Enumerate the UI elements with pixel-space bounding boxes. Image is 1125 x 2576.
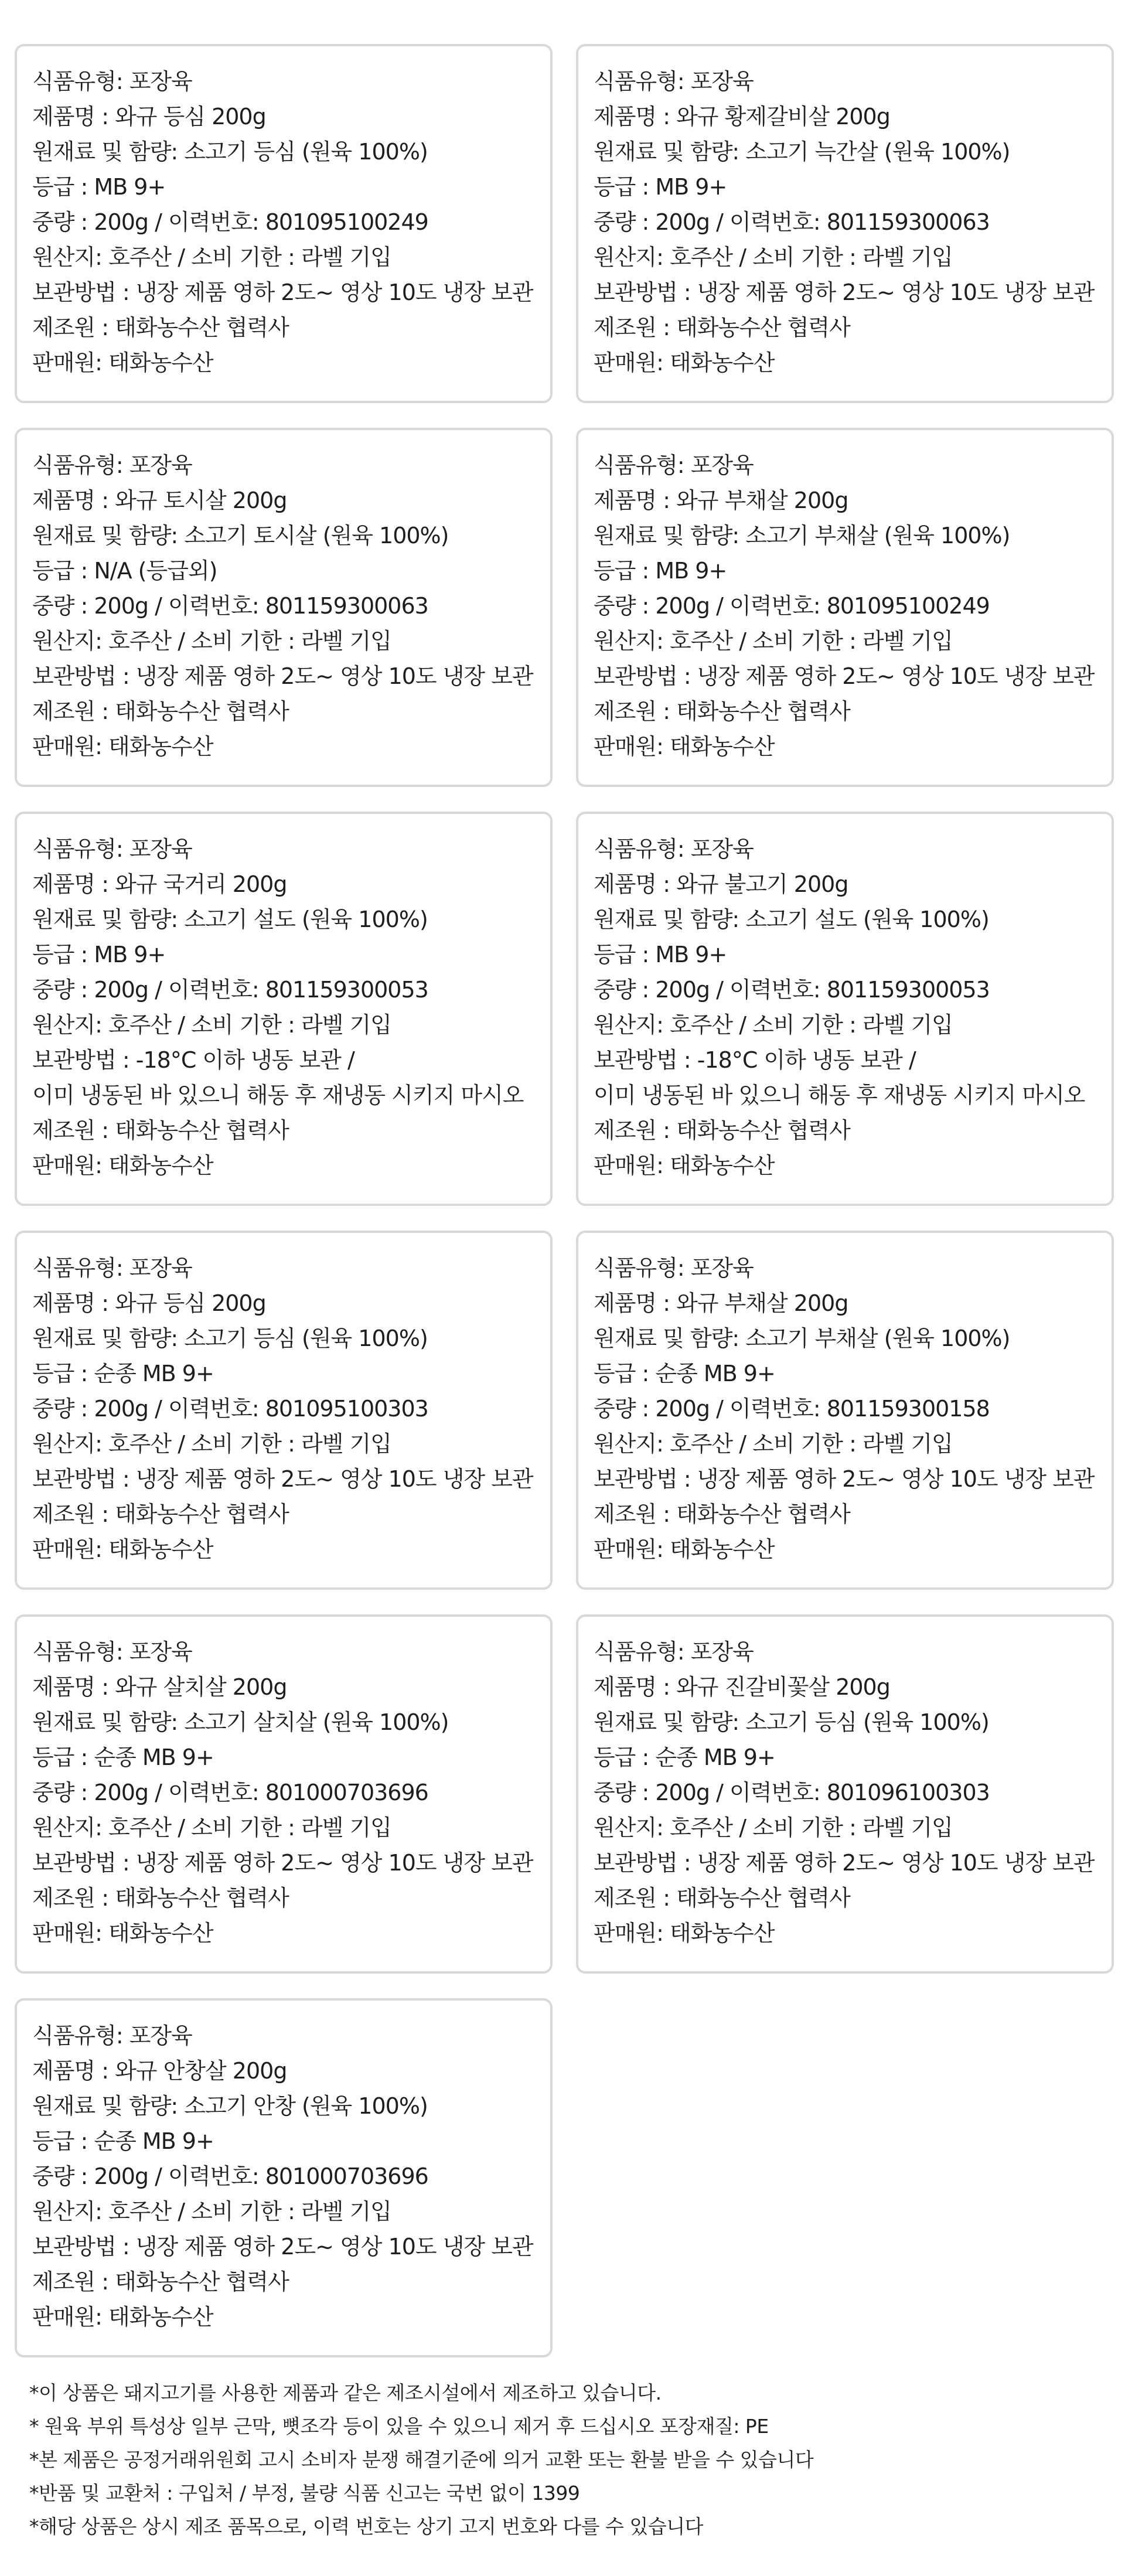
grade: 등급 : MB 9+ [594, 942, 727, 967]
storage-method: 보관방법 : 냉장 제품 영하 2도~ 영상 10도 냉장 보관 [32, 1850, 533, 1876]
weight-trace-number: 중량 : 200g / 이력번호: 801000703696 [32, 2163, 428, 2189]
food-type: 식품유형: 포장육 [32, 1255, 192, 1281]
food-type: 식품유형: 포장육 [594, 1639, 754, 1665]
storage-method: 보관방법 : 냉장 제품 영하 2도~ 영상 10도 냉장 보관 [32, 2234, 533, 2260]
manufacturer: 제조원 : 태화농수산 협력사 [32, 698, 289, 724]
ingredients: 원재료 및 함량: 소고기 등심 (원육 100%) [32, 1326, 428, 1351]
food-type: 식품유형: 포장육 [32, 69, 192, 94]
product-info-card [576, 812, 1114, 1206]
storage-method: 보관방법 : 냉장 제품 영하 2도~ 영상 10도 냉장 보관 [32, 1466, 533, 1492]
manufacturer: 제조원 : 태화농수산 협력사 [594, 315, 850, 340]
seller: 판매원: 태화농수산 [32, 2304, 213, 2330]
weight-trace-number: 중량 : 200g / 이력번호: 801159300053 [594, 977, 990, 1003]
grade: 등급 : MB 9+ [32, 174, 166, 200]
food-type: 식품유형: 포장육 [594, 452, 754, 478]
seller: 판매원: 태화농수산 [32, 1920, 213, 1946]
grade: 등급 : 순종 MB 9+ [32, 1744, 214, 1770]
product-info-card [15, 428, 553, 787]
seller: 판매원: 태화농수산 [32, 1536, 213, 1562]
seller: 판매원: 태화농수산 [594, 350, 775, 376]
storage-method: 보관방법 : 냉장 제품 영하 2도~ 영상 10도 냉장 보관 [594, 1466, 1095, 1492]
grade: 등급 : N/A (등급외) [32, 558, 217, 584]
grade: 등급 : MB 9+ [594, 174, 727, 200]
origin-expiry: 원산지: 호주산 / 소비 기한 : 라벨 기입 [594, 1815, 953, 1841]
origin-expiry: 원산지: 호주산 / 소비 기한 : 라벨 기입 [32, 1431, 391, 1457]
manufacturer: 제조원 : 태화농수산 협력사 [32, 315, 289, 340]
footnote-trace-number: *해당 상품은 상시 제조 품목으로, 이력 번호는 상기 고지 번호와 다를 수 있습니다 [29, 2515, 703, 2538]
product-name: 제품명 : 와규 부채살 200g [594, 488, 848, 513]
storage-warning: 이미 냉동된 바 있으니 해동 후 재냉동 시키지 마시오 [594, 1082, 1085, 1108]
origin-expiry: 원산지: 호주산 / 소비 기한 : 라벨 기입 [32, 1012, 391, 1038]
product-info-card [15, 44, 553, 403]
seller: 판매원: 태화농수산 [594, 1920, 775, 1946]
product-info-card [576, 428, 1114, 787]
product-info-card [576, 44, 1114, 403]
product-name: 제품명 : 와규 등심 200g [32, 1290, 266, 1316]
food-type: 식품유형: 포장육 [32, 1639, 192, 1665]
seller: 판매원: 태화농수산 [32, 1153, 213, 1178]
product-info-card [15, 1614, 553, 1974]
manufacturer: 제조원 : 태화농수산 협력사 [594, 698, 850, 724]
manufacturer: 제조원 : 태화농수산 협력사 [32, 1117, 289, 1143]
seller: 판매원: 태화농수산 [32, 350, 213, 376]
seller: 판매원: 태화농수산 [594, 734, 775, 759]
origin-expiry: 원산지: 호주산 / 소비 기한 : 라벨 기입 [32, 628, 391, 654]
weight-trace-number: 중량 : 200g / 이력번호: 801095100249 [594, 593, 990, 619]
storage-method: 보관방법 : -18°C 이하 냉동 보관 / [594, 1047, 916, 1073]
storage-method: 보관방법 : 냉장 제품 영하 2도~ 영상 10도 냉장 보관 [594, 280, 1095, 305]
product-name: 제품명 : 와규 부채살 200g [594, 1290, 848, 1316]
weight-trace-number: 중량 : 200g / 이력번호: 801096100303 [594, 1780, 990, 1805]
manufacturer: 제조원 : 태화농수산 협력사 [32, 1501, 289, 1527]
product-name: 제품명 : 와규 국거리 200g [32, 871, 287, 897]
origin-expiry: 원산지: 호주산 / 소비 기한 : 라벨 기입 [32, 2199, 391, 2224]
seller: 판매원: 태화농수산 [594, 1536, 775, 1562]
manufacturer: 제조원 : 태화농수산 협력사 [594, 1885, 850, 1911]
ingredients: 원재료 및 함량: 소고기 설도 (원육 100%) [594, 907, 989, 932]
footnotes [29, 2376, 1107, 2543]
weight-trace-number: 중량 : 200g / 이력번호: 801159300063 [32, 593, 428, 619]
weight-trace-number: 중량 : 200g / 이력번호: 801095100303 [32, 1396, 428, 1422]
origin-expiry: 원산지: 호주산 / 소비 기한 : 라벨 기입 [32, 1815, 391, 1841]
ingredients: 원재료 및 함량: 소고기 등심 (원육 100%) [32, 139, 428, 165]
ingredients: 원재료 및 함량: 소고기 안창 (원육 100%) [32, 2093, 428, 2119]
origin-expiry: 원산지: 호주산 / 소비 기한 : 라벨 기입 [594, 1012, 953, 1038]
footnote-refund-policy: *본 제품은 공정거래위원회 고시 소비자 분쟁 해결기준에 의거 교환 또는 환불 받을 수 있습니다 [29, 2448, 814, 2471]
origin-expiry: 원산지: 호주산 / 소비 기한 : 라벨 기입 [594, 628, 953, 654]
origin-expiry: 원산지: 호주산 / 소비 기한 : 라벨 기입 [594, 244, 953, 270]
origin-expiry: 원산지: 호주산 / 소비 기한 : 라벨 기입 [594, 1431, 953, 1457]
storage-warning: 이미 냉동된 바 있으니 해동 후 재냉동 시키지 마시오 [32, 1082, 524, 1108]
product-info-card [15, 1231, 553, 1590]
product-name: 제품명 : 와규 토시살 200g [32, 488, 287, 513]
food-type: 식품유형: 포장육 [594, 69, 754, 94]
product-info-card [15, 812, 553, 1206]
product-name: 제품명 : 와규 불고기 200g [594, 871, 848, 897]
seller: 판매원: 태화농수산 [32, 734, 213, 759]
storage-method: 보관방법 : 냉장 제품 영하 2도~ 영상 10도 냉장 보관 [594, 663, 1095, 689]
food-type: 식품유형: 포장육 [32, 836, 192, 862]
product-info-card [15, 1998, 553, 2357]
manufacturer: 제조원 : 태화농수산 협력사 [32, 1885, 289, 1911]
grade: 등급 : 순종 MB 9+ [594, 1744, 775, 1770]
food-type: 식품유형: 포장육 [32, 2023, 192, 2049]
seller: 판매원: 태화농수산 [594, 1153, 775, 1178]
footnote-returns-contact: *반품 및 교환처 : 구입처 / 부정, 불량 식품 신고는 국번 없이 1399 [29, 2482, 580, 2505]
grade: 등급 : MB 9+ [32, 942, 166, 967]
ingredients: 원재료 및 함량: 소고기 설도 (원육 100%) [32, 907, 428, 932]
ingredients: 원재료 및 함량: 소고기 살치살 (원육 100%) [32, 1709, 449, 1735]
grade: 등급 : MB 9+ [594, 558, 727, 584]
manufacturer: 제조원 : 태화농수산 협력사 [594, 1501, 850, 1527]
ingredients: 원재료 및 함량: 소고기 부채살 (원육 100%) [594, 1326, 1010, 1351]
ingredients: 원재료 및 함량: 소고기 등심 (원육 100%) [594, 1709, 989, 1735]
weight-trace-number: 중량 : 200g / 이력번호: 801159300063 [594, 209, 990, 235]
product-info-card [576, 1231, 1114, 1590]
product-name: 제품명 : 와규 등심 200g [32, 104, 266, 130]
grade: 등급 : 순종 MB 9+ [32, 2128, 214, 2154]
footnote-allergen: *이 상품은 돼지고기를 사용한 제품과 같은 제조시설에서 제조하고 있습니다. [29, 2381, 662, 2404]
storage-method: 보관방법 : -18°C 이하 냉동 보관 / [32, 1047, 354, 1073]
manufacturer: 제조원 : 태화농수산 협력사 [32, 2269, 289, 2295]
weight-trace-number: 중량 : 200g / 이력번호: 801095100249 [32, 209, 428, 235]
food-type: 식품유형: 포장육 [32, 452, 192, 478]
product-name: 제품명 : 와규 안창살 200g [32, 2058, 287, 2084]
grade: 등급 : 순종 MB 9+ [32, 1361, 214, 1386]
storage-method: 보관방법 : 냉장 제품 영하 2도~ 영상 10도 냉장 보관 [594, 1850, 1095, 1876]
food-type: 식품유형: 포장육 [594, 836, 754, 862]
product-info-card [576, 1614, 1114, 1974]
ingredients: 원재료 및 함량: 소고기 늑간살 (원육 100%) [594, 139, 1010, 165]
origin-expiry: 원산지: 호주산 / 소비 기한 : 라벨 기입 [32, 244, 391, 270]
product-name: 제품명 : 와규 진갈비꽃살 200g [594, 1674, 890, 1700]
storage-method: 보관방법 : 냉장 제품 영하 2도~ 영상 10도 냉장 보관 [32, 280, 533, 305]
ingredients: 원재료 및 함량: 소고기 토시살 (원육 100%) [32, 523, 449, 548]
product-name: 제품명 : 와규 황제갈비살 200g [594, 104, 890, 130]
weight-trace-number: 중량 : 200g / 이력번호: 801159300053 [32, 977, 428, 1003]
weight-trace-number: 중량 : 200g / 이력번호: 801159300158 [594, 1396, 990, 1422]
footnote-bone-fragments: * 원육 부위 특성상 일부 근막, 뼛조각 등이 있을 수 있으니 제거 후 드십시오 포장재질: PE [29, 2415, 769, 2438]
ingredients: 원재료 및 함량: 소고기 부채살 (원육 100%) [594, 523, 1010, 548]
food-type: 식품유형: 포장육 [594, 1255, 754, 1281]
grade: 등급 : 순종 MB 9+ [594, 1361, 775, 1386]
product-name: 제품명 : 와규 살치살 200g [32, 1674, 287, 1700]
weight-trace-number: 중량 : 200g / 이력번호: 801000703696 [32, 1780, 428, 1805]
manufacturer: 제조원 : 태화농수산 협력사 [594, 1117, 850, 1143]
storage-method: 보관방법 : 냉장 제품 영하 2도~ 영상 10도 냉장 보관 [32, 663, 533, 689]
